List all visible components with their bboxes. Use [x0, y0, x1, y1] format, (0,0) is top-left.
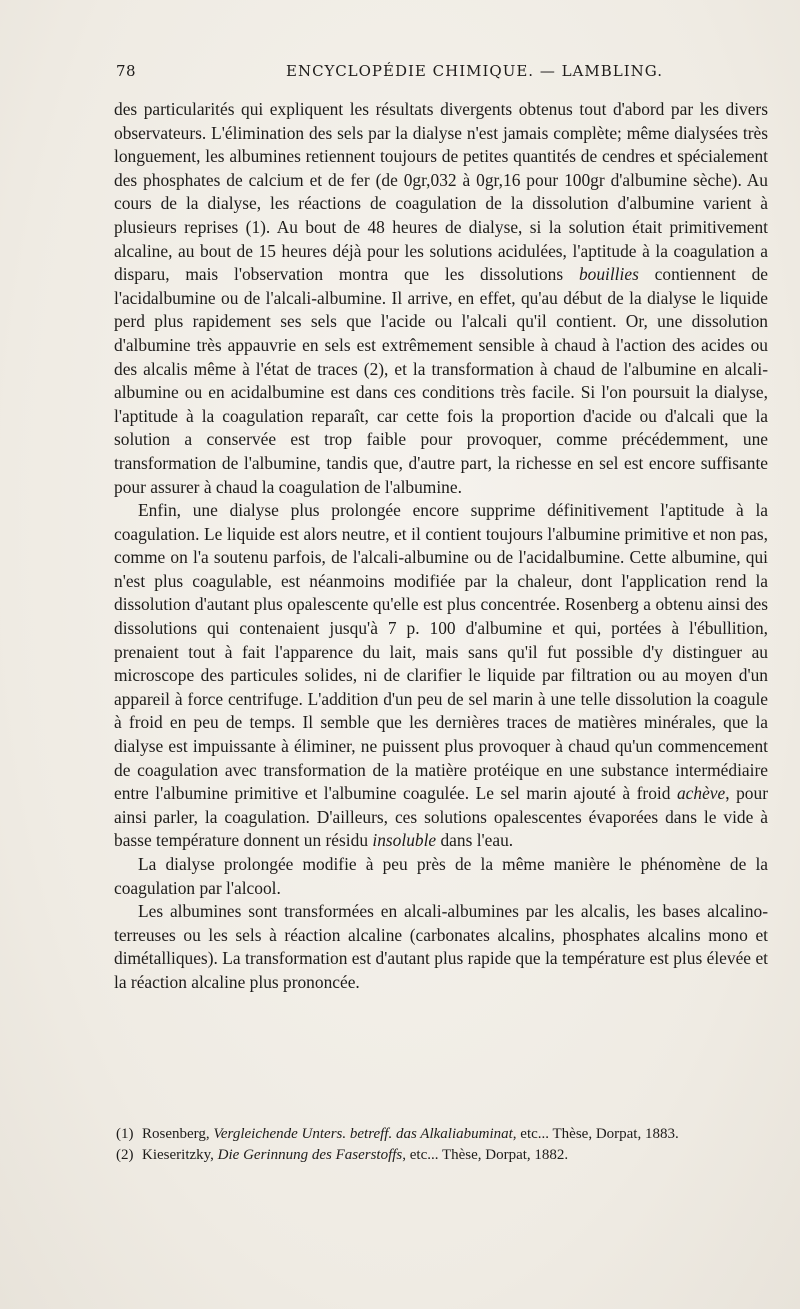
text-run: Les albumines sont transformées en alcali-albumines par les alcalis, les bases alcalino-terreuses ou les sels à réaction alcaline (carbonates alcalins, phosphates alcalins mono et dimétalliques). La transformation est d'autant plus rapide que la température est plus élevée et la réaction alcaline plus prononcée. — [114, 901, 768, 992]
paragraph — [114, 900, 768, 994]
text-run: , pour ainsi parler, la coagulation. D'ailleurs, ces solutions opalescentes évaporées dans le vide à basse température donnent un résidu — [114, 783, 768, 851]
italic-text: insoluble — [372, 830, 437, 851]
italic-text: Vergleichende Unters. betreff. das Alkaliabuminat — [213, 1126, 513, 1142]
italic-text: achève — [676, 783, 726, 804]
paragraph — [114, 853, 768, 900]
footnote — [116, 1124, 768, 1145]
footnote — [116, 1145, 768, 1166]
text-run: contiennent de l'acidalbumine ou de l'alcali-albumine. Il arrive, en effet, qu'au début de la dialyse le liquide perd plus rapidement ses sels que l'acide ou l'alcali qu'il contient. Or, une dissolution d'albumine très appauvrie en sels est extrêmement sensible à chaud à l'action des acides ou des alcalis même à l'état de traces (2), et la transformation à chaud de l'albumine en alcali-albumine ou en acidalbumine est dans ces conditions très facile. Si l'on poursuit la dialyse, l'aptitude à la coagulation reparaît, car cette fois la proportion d'acide ou d'alcali que la solution a conservée est trop faible pour provoquer, comme précédemment, une transformation de l'albumine, tandis que, d'autre part, la richesse en sel est encore suffisante pour assurer à chaud la coagulation de l'albumine. — [114, 264, 768, 497]
footnote-number: (2) — [116, 1147, 134, 1163]
footnotes — [116, 1124, 768, 1166]
text-run: dans l'eau. — [436, 830, 514, 851]
text-run: , etc... Thèse, Dorpat, 1882. — [402, 1147, 569, 1163]
text-run: La dialyse prolongée modifie à peu près de la même manière le phénomène de la coagulation par l'alcool. — [114, 854, 768, 898]
footnote-number: (1) — [116, 1126, 134, 1142]
running-title: ENCYCLOPÉDIE CHIMIQUE. — LAMBLING. — [286, 62, 664, 80]
text-run: Kieseritzky, — [142, 1147, 218, 1163]
body-text — [114, 98, 768, 995]
text-run: , etc... Thèse, Dorpat, 1883. — [512, 1126, 679, 1142]
page-header — [116, 62, 766, 86]
italic-text: Die Gerinnung des Faserstoffs — [217, 1147, 403, 1163]
text-run: des particularités qui expliquent les résultats divergents obtenus tout d'abord par les divers observateurs. L'élimination des sels par la dialyse n'est jamais complète; même dialysées très longuement, les albumines retiennent toujours de petites quantités de cendres et spécialement des phosphates de calcium et de fer (de 0gr,032 à 0gr,16 pour 100gr d'albumine sèche). Au cours de la dialyse, les réactions de coagulation de la dissolution d'albumine varient à plusieurs reprises (1). Au bout de 48 heures de dialyse, si la solution était primitivement alcaline, au bout de 15 heures déjà pour les solutions acidulées, l'aptitude à la coagulation a disparu, mais l'observation montra que les dissolutions — [114, 99, 768, 285]
page-number: 78 — [116, 62, 137, 80]
text-run: Rosenberg, — [142, 1126, 214, 1142]
paragraph — [114, 499, 768, 853]
italic-text: bouillies — [578, 264, 639, 285]
paragraph — [114, 98, 768, 499]
text-run: Enfin, une dialyse plus prolongée encore supprime définitivement l'aptitude à la coagulation. Le liquide est alors neutre, et il contient toujours l'albumine primitive et non pas, comme on l'a soutenu parfois, de l'alcali-albumine ou de l'acidalbumine. Cette albumine, qui n'est plus coagulable, est néanmoins modifiée par la chaleur, dont l'application rend la dissolution d'autant plus opalescente qu'elle est plus concentrée. Rosenberg a obtenu ainsi des dissolutions qui contenaient jusqu'à 7 p. 100 d'albumine et qui, portées à l'ébullition, prenaient tout à fait l'apparence du lait, mais sans qu'il fut possible d'y distinguer au microscope des particules solides, ni de clarifier le liquide par filtration ou au moyen d'un appareil à force centrifuge. L'addition d'un peu de sel marin à une telle dissolution la coagule à froid en peu de temps. Il semble que les dernières traces de matières minérales, que la dialyse est impuissante à éliminer, ne puissent plus provoquer à chaud qu'un commencement de coagulation avec transformation de la matière protéique en une substance intermédiaire entre l'albumine primitive et l'albumine coagulée. Le sel marin ajouté à froid — [114, 500, 768, 804]
